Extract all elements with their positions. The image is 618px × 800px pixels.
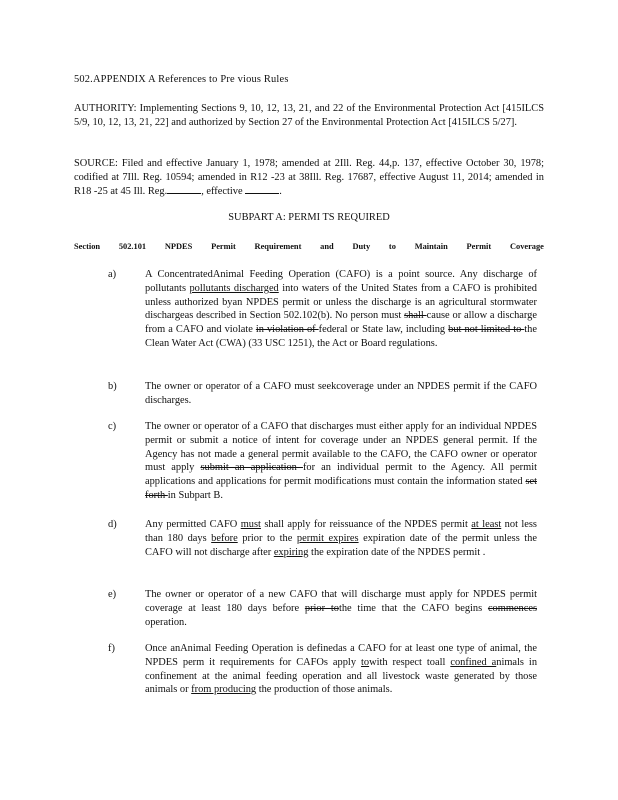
source-effective: , effective (201, 186, 243, 198)
text-run: federal or State law, including (318, 324, 449, 336)
deleted-text: but not limited to (448, 324, 525, 336)
inserted-text: confined a (450, 656, 497, 668)
subsection-text (145, 642, 537, 697)
authority-note: AUTHORITY: Implementing Sections 9, 10, 12, 13, 21, and 22 of the Environmental Protection Act [415ILCS 5/9, 10, 12, 13, 21, 22] and authorized by Section 27 of the Environmental Protection Act [415ILCS 5/27]. (74, 103, 544, 128)
text-run: The owner or operator of a CAFO that discharges must either apply for an individual NPDES permit or submit a notice of intent for coverage under an NPDES general permit. If the Agency has not made a general permit available to the CAFO, the CAFO owner or operator must apply (145, 421, 537, 474)
section-title-word: Permit (211, 242, 236, 251)
text-run: Once anAnimal Feeding Operation is definedas a CAFO for at least one type of animal, the NPDES perm it requirements for CAFOs apply (145, 643, 537, 668)
section-title-word: Maintain (414, 242, 448, 251)
text-run: The owner or operator of a new CAFO that will discharge must apply for NPDES permit coverage at least 180 days before (145, 589, 537, 614)
text-run: into waters of the United States from a CAFO is prohibited unless authorized byan NPDES permit or unless the discharge is an agricultural stormwater dischargeas described in Section 502.102(b). No person must (145, 282, 537, 322)
subsection-label: e) (108, 589, 117, 600)
text-run: shall apply for reissuance of the NPDES permit (260, 519, 472, 530)
text-run: in Subpart B. (167, 489, 223, 501)
text-run: the expiration date of the NPDES permit . (308, 546, 486, 558)
section-title-word: Permit (466, 242, 492, 251)
text-run: nimals in confinement at the animal feeding operation and all livestock waste generated by those animals or (145, 656, 538, 696)
section-title-word: Duty (352, 242, 371, 251)
source-text: SOURCE: Filed and effective January 1, 1978; amended at 2Ill. Reg. 44,p. 137, effective October 30, 1978; codified at 7Ill. Reg. 10594; amended in R12 -23 at 38Ill. Reg. 17687, effective August 11, 2014; amended in R18 -25 at 45 Ill. Reg. (74, 158, 544, 198)
text-run: expiration date of the permit unless the CAFO will not discharge after (145, 532, 537, 558)
section-title-word: Requirement (254, 242, 302, 251)
section-title-word: Section (74, 242, 101, 251)
subsection-text (145, 588, 537, 629)
section-title (74, 242, 544, 251)
subsection-label: c) (108, 421, 117, 432)
inserted-text: expiring (273, 546, 309, 558)
inserted-text: at least (471, 519, 502, 530)
subpart-title: SUBPART A: PERMI TS REQUIRED (228, 212, 390, 223)
subsection-label: f) (108, 643, 115, 654)
text-run: operation. (145, 616, 187, 628)
deleted-text: submit an application (200, 462, 303, 474)
text-run: cause or allow a discharge from a CAFO and violate (145, 310, 537, 336)
appendix-heading: 502.APPENDIX A References to Pre vious Rules (74, 74, 289, 85)
inserted-text: from producing (191, 684, 257, 696)
blank-line (245, 184, 279, 194)
section-title-word: to (388, 242, 396, 251)
inserted-text: must (240, 519, 261, 530)
inserted-text: to (360, 656, 370, 668)
text-run: for an individual permit to the Agency. All permit applications and applications for permit modifications must contain the information stated (145, 462, 537, 488)
text-run: Any permitted CAFO (145, 519, 241, 530)
text-run: the time that the CAFO begins (338, 602, 488, 614)
text-run: with respect toall (369, 656, 451, 668)
text-run: the Clean Water Act (CWA) (33 USC 1251), the Act or Board regulations. (145, 324, 537, 349)
section-title-word: NPDES (164, 242, 193, 251)
section-title-word: 502.101 (118, 242, 147, 251)
text-run: prior to the (237, 532, 297, 544)
subsection-text (145, 420, 537, 503)
text-run: The owner or operator of a CAFO must seekcoverage under an NPDES permit if the CAFO discharges. (145, 381, 537, 406)
section-title-word: Coverage (509, 242, 544, 251)
subsection-label: a) (108, 269, 117, 280)
subsection-text (145, 380, 537, 408)
inserted-text: before (211, 532, 238, 544)
deleted-text: set forth (145, 476, 537, 501)
deleted-text: prior to (304, 602, 339, 614)
inserted-text: permit expires (296, 532, 359, 544)
source-note: SOURCE: Filed and effective January 1, 1978; amended at 2Ill. Reg. 44,p. 137, effective October 30, 1978; codified at 7Ill. Reg. 10594; amended in R12 -23 at 38Ill. Reg. 17687, effective August 11, 2014; amended in R18 -25 at 45 Ill. Reg. , effective . (74, 158, 544, 198)
deleted-text: commences (487, 602, 537, 614)
subsection-label: b) (108, 381, 117, 392)
subsection-text (145, 518, 537, 559)
deleted-text: in violation of (255, 324, 319, 336)
text-run: A ConcentratedAnimal Feeding Operation (CAFO) is a point source. Any discharge of pollutants (145, 269, 537, 294)
subsection-label: d) (108, 519, 117, 530)
text-run: the production of those animals. (256, 684, 393, 696)
text-run: not less than 180 days (145, 519, 537, 544)
section-title-word: and (320, 242, 334, 251)
subsection-text (145, 268, 537, 351)
inserted-text: pollutants discharged (189, 282, 279, 294)
blank-line (167, 184, 201, 194)
deleted-text: shall (404, 310, 427, 322)
